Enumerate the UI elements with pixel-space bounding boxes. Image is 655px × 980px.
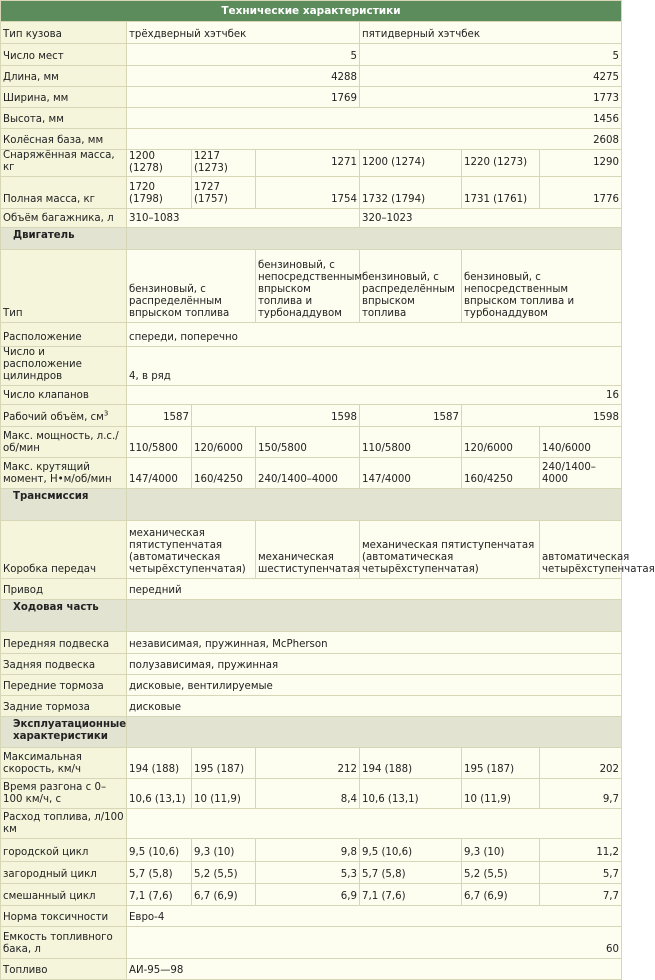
row-rear-suspension [1,654,622,675]
row-displacement [1,405,622,427]
row-label: Максимальная скорость, км/ч [1,748,127,779]
cell-value: бензиновый, с распределённым впрыском топлива [127,250,256,323]
cell-value: АИ-95—98 [127,959,622,980]
cell-value: 7,7 [540,884,622,906]
row-power [1,427,622,458]
label-text: Рабочий объём, см [3,412,104,423]
row-label: Высота, мм [1,108,127,129]
cell-value: 195 (187) [192,748,256,779]
cell-value: 11,2 [540,839,622,862]
cell-value: 10 (11,9) [192,779,256,809]
row-city-cycle [1,839,622,862]
row-gross-mass [1,177,622,209]
cell-value: 2608 [127,129,622,150]
cell-value: 5 [360,44,622,66]
row-label: Объём багажника, л [1,209,127,228]
row-label: Длина, мм [1,66,127,87]
cell-value: 1727 (1757) [192,177,256,209]
row-drive [1,579,622,600]
cell-value: 1456 [127,108,622,129]
row-label: Тип кузова [1,22,127,44]
cell-value: бензиновый, с непосредственным впрыском топлива и турбонаддувом [256,250,360,323]
row-acceleration [1,779,622,809]
row-label: Задняя подвеска [1,654,127,675]
cell-value: 10,6 (13,1) [127,779,192,809]
row-label: Тип [1,250,127,323]
section-heading: Эксплуатационные характеристики [1,717,127,748]
row-label: Снаряжённая масса, кг [1,150,127,177]
cell-value: 147/4000 [360,458,462,489]
cell-value: бензиновый, с непосредственным впрыском топлива и турбонаддувом [462,250,622,323]
row-length [1,66,622,87]
section-transmission [1,489,622,521]
cell-value: 1217 (1273) [192,150,256,177]
cell-value: 7,1 (7,6) [360,884,462,906]
cell-empty [127,809,622,839]
row-curb-mass [1,150,622,177]
row-label: Время разгона с 0–100 км/ч, с [1,779,127,809]
cell-value: Евро-4 [127,906,622,927]
cell-value: трёхдверный хэтчбек [127,22,360,44]
cell-value: 110/5800 [360,427,462,458]
cell-value: 7,1 (7,6) [127,884,192,906]
row-label: Колёсная база, мм [1,129,127,150]
row-label: Число и расположение цилиндров [1,347,127,386]
row-label: Топливо [1,959,127,980]
cell-value: 5,7 [540,862,622,884]
cell-value: 6,9 [256,884,360,906]
cell-value: 9,5 (10,6) [127,839,192,862]
section-chassis [1,600,622,632]
row-fuel [1,959,622,980]
cell-value: 1598 [462,405,622,427]
row-label: Ширина, мм [1,87,127,108]
row-cylinders [1,347,622,386]
cell-value: 110/5800 [127,427,192,458]
cell-value: 240/1400–4000 [540,458,622,489]
row-front-brakes [1,675,622,696]
cell-value: 8,4 [256,779,360,809]
cell-value: 1271 [256,150,360,177]
cell-value: 1754 [256,177,360,209]
row-label: Привод [1,579,127,600]
cell-value: передний [127,579,622,600]
row-torque [1,458,622,489]
section-engine [1,228,622,250]
row-label: смешанный цикл [1,884,127,906]
cell-value: 5,7 (5,8) [360,862,462,884]
cell-value: 4, в ряд [127,347,622,386]
cell-value: 1776 [540,177,622,209]
cell-value: 1587 [127,405,192,427]
cell-value: 16 [127,386,622,405]
row-label: Макс. крутящий момент, Н•м/об/мин [1,458,127,489]
cell-value: 1769 [127,87,360,108]
section-performance [1,717,622,748]
row-emission [1,906,622,927]
cell-value: 4275 [360,66,622,87]
cell-value: 5 [127,44,360,66]
row-body-type [1,22,622,44]
cell-value: 1200 (1278) [127,150,192,177]
cell-value: 1731 (1761) [462,177,540,209]
row-mixed-cycle [1,884,622,906]
cell-value: 6,7 (6,9) [192,884,256,906]
row-valves [1,386,622,405]
cell-value: 1200 (1274) [360,150,462,177]
cell-value: 5,3 [256,862,360,884]
cell-value: 9,3 (10) [192,839,256,862]
row-label: загородный цикл [1,862,127,884]
row-front-suspension [1,632,622,654]
row-wheelbase [1,129,622,150]
row-height [1,108,622,129]
cell-value: 310–1083 [127,209,360,228]
cell-value: 9,8 [256,839,360,862]
row-label: Коробка передач [1,521,127,579]
row-label: Полная масса, кг [1,177,127,209]
cell-value: дисковые, вентилируемые [127,675,622,696]
cell-value: 9,5 (10,6) [360,839,462,862]
row-label: Передняя подвеска [1,632,127,654]
cell-value: 5,7 (5,8) [127,862,192,884]
row-label: Емкость топливного бака, л [1,927,127,959]
row-label: городской цикл [1,839,127,862]
cell-value: дисковые [127,696,622,717]
table-title: Технические характеристики [1,1,622,22]
row-label: Расположение [1,323,127,347]
cell-value: 120/6000 [462,427,540,458]
cell-value: 202 [540,748,622,779]
cell-value: 5,2 (5,5) [462,862,540,884]
section-fill [127,228,622,250]
cell-value: 1732 (1794) [360,177,462,209]
cell-value: 10,6 (13,1) [360,779,462,809]
row-label: Расход топлива, л/100 км [1,809,127,839]
row-engine-layout [1,323,622,347]
cell-value: механическая пятиступенчатая (автоматическая четырёхступенчатая) [127,521,256,579]
cell-value: 194 (188) [127,748,192,779]
row-label: Число клапанов [1,386,127,405]
row-seats [1,44,622,66]
section-heading: Ходовая часть [1,600,127,632]
cell-value: 150/5800 [256,427,360,458]
section-fill [127,489,622,521]
cell-value: 147/4000 [127,458,192,489]
cell-value: 1720 (1798) [127,177,192,209]
cell-value: 195 (187) [462,748,540,779]
row-label: Задние тормоза [1,696,127,717]
cell-value: 320–1023 [360,209,622,228]
cell-value: 10 (11,9) [462,779,540,809]
row-gearbox [1,521,622,579]
row-engine-type [1,250,622,323]
cell-value: 4288 [127,66,360,87]
section-fill [127,717,622,748]
cell-value: 120/6000 [192,427,256,458]
row-label: Макс. мощность, л.с./об/мин [1,427,127,458]
row-rear-brakes [1,696,622,717]
cell-value: 140/6000 [540,427,622,458]
label-superscript: 3 [103,409,109,418]
row-consumption [1,809,622,839]
row-label: Норма токсичности [1,906,127,927]
row-tank [1,927,622,959]
cell-value: механическая шестиступенчатая [256,521,360,579]
cell-value: 1587 [360,405,462,427]
cell-value: 6,7 (6,9) [462,884,540,906]
cell-value: механическая пятиступенчатая (автоматическая четырёхступенчатая) [360,521,540,579]
cell-value: 212 [256,748,360,779]
cell-value: 5,2 (5,5) [192,862,256,884]
cell-value: пятидверный хэтчбек [360,22,622,44]
cell-value: 194 (188) [360,748,462,779]
cell-value: 1290 [540,150,622,177]
cell-value: 9,7 [540,779,622,809]
row-width [1,87,622,108]
row-trunk [1,209,622,228]
cell-value: независимая, пружинная, McPherson [127,632,622,654]
section-heading: Трансмиссия [1,489,127,521]
cell-value: 60 [127,927,622,959]
cell-value: 240/1400–4000 [256,458,360,489]
cell-value: 1773 [360,87,622,108]
cell-value: спереди, поперечно [127,323,622,347]
section-heading: Двигатель [1,228,127,250]
cell-value: бензиновый, с распределённым впрыском топлива [360,250,462,323]
row-label: Передние тормоза [1,675,127,696]
cell-value: 160/4250 [462,458,540,489]
cell-value: полузависимая, пружинная [127,654,622,675]
cell-value: 1220 (1273) [462,150,540,177]
row-label: Число мест [1,44,127,66]
cell-value: 160/4250 [192,458,256,489]
cell-value: 1598 [192,405,360,427]
cell-value: автоматическая четырёхступенчатая [540,521,622,579]
section-fill [127,600,622,632]
row-label [1,405,127,427]
row-highway-cycle [1,862,622,884]
row-top-speed [1,748,622,779]
cell-value: 9,3 (10) [462,839,540,862]
